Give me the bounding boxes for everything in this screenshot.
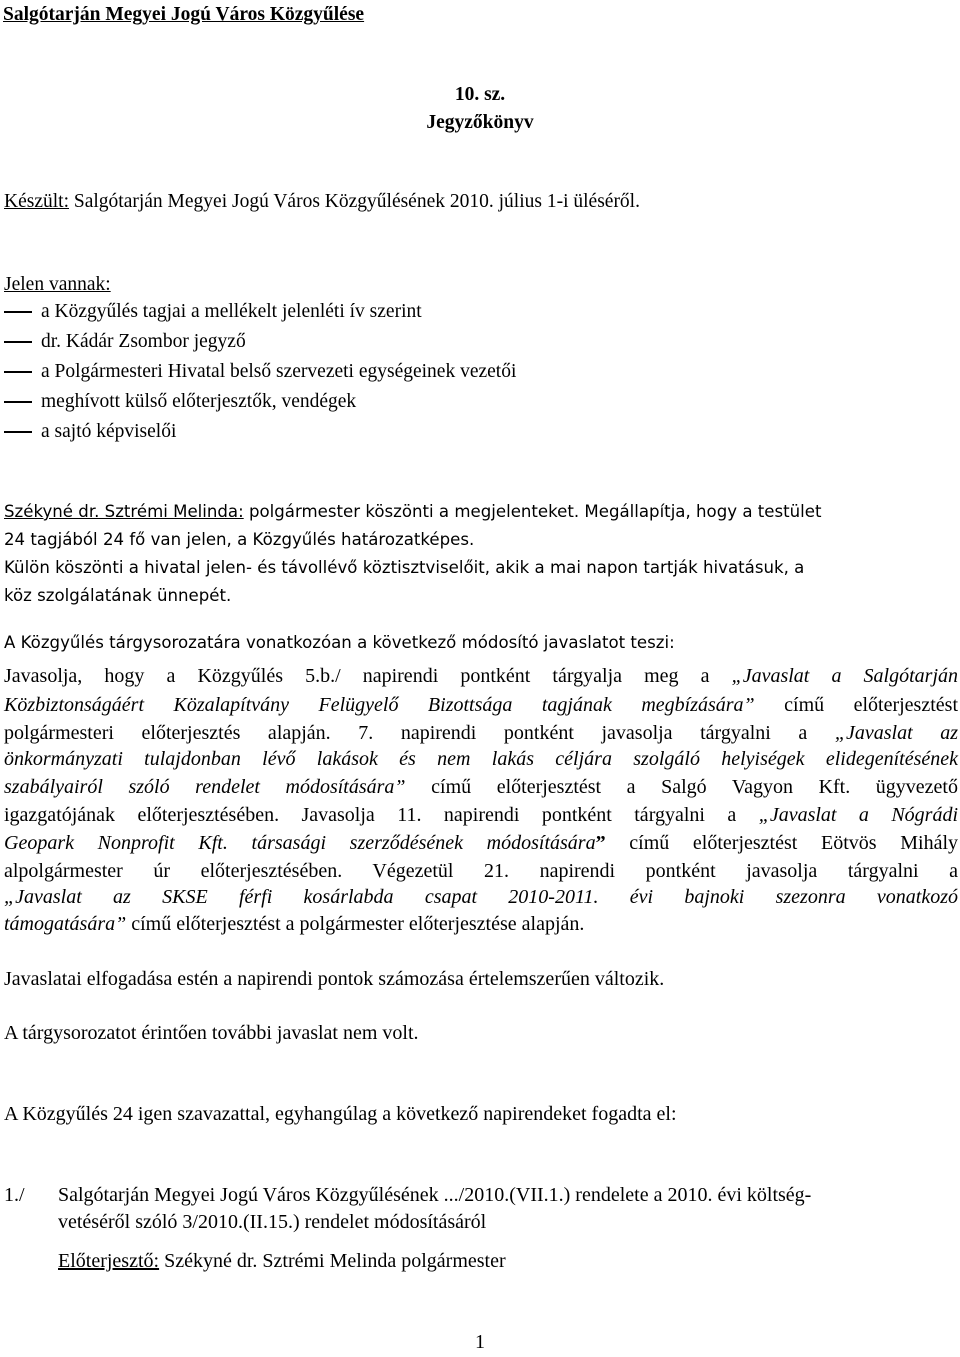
made-text: Salgótarján Megyei Jogú Város Közgyűlésének 2010. július 1-i üléséről. <box>68 191 640 212</box>
proposal-line: önkormányzati tulajdonban lévő lakások és nem lakás céljára szolgáló helyiségek elidegenítésének <box>4 748 958 770</box>
agenda-presenter: Előterjesztő: Székyné dr. Sztrémi Melinda polgármester <box>58 1250 506 1272</box>
proposal-line: Geopark Nonprofit Kft. társasági szerződésének módosítására” című előterjesztést Eötvös Mihály <box>4 832 959 854</box>
proposal-line: támogatására” című előterjesztést a polgármester előterjesztése alapján. <box>4 913 585 935</box>
proposal-line: „Javaslat az SKSE férfi kosárlabda csapat 2010-2011. évi bajnoki szezonra vonatkozó <box>4 886 958 908</box>
document-kind: Jegyzőkönyv <box>426 112 534 133</box>
proposal-line: Javasolja, hogy a Közgyűlés 5.b./ napirendi pontként tárgyalja meg a „Javaslat a Salgótarján <box>4 665 958 687</box>
agenda-title-line: Salgótarján Megyei Jogú Város Közgyűlésének .../2010.(VII.1.) rendelete a 2010. évi költség- <box>58 1184 812 1206</box>
made-label: Készült: <box>4 191 69 212</box>
proposal-line: alpolgármester úr előterjesztésében. Végezetül 21. napirendi pontként javasolja tárgyalni a <box>4 860 958 882</box>
list-item: dr. Kádár Zsombor jegyző <box>41 331 246 352</box>
greeting-line: Külön köszönti a hivatal jelen- és távollévő köztisztviselőit, akik a mai napon tartják hivatásuk, a <box>4 558 805 577</box>
presenter-label: Előterjesztő: <box>58 1250 160 1272</box>
proposal-line: szabályairól szóló rendelet módosítására” című előterjesztést a Salgó Vagyon Kft. ügyvezető <box>4 776 958 798</box>
greeting-line: 24 tagjából 24 fő van jelen, a Közgyűlés határozatképes. <box>4 530 475 549</box>
dash-icon <box>4 311 32 313</box>
dash-icon <box>4 341 32 343</box>
list-item: meghívott külső előterjesztők, vendégek <box>41 391 357 412</box>
list-item: a sajtó képviselői <box>41 421 177 442</box>
greeting-line: Székyné dr. Sztrémi Melinda: polgármester köszönti a megjelenteket. Megállapítja, hogy a testület <box>4 502 822 521</box>
dash-icon <box>4 401 32 403</box>
dash-icon <box>4 371 32 373</box>
dash-icon <box>4 431 32 433</box>
greeting-line: A Közgyűlés tárgysorozatára vonatkozóan a következő módosító javaslatot teszi: <box>4 633 675 652</box>
list-item: a Közgyűlés tagjai a mellékelt jelenléti ív szerint <box>41 301 422 322</box>
greeting-line: köz szolgálatának ünnepét. <box>4 586 232 605</box>
page-number: 1 <box>475 1331 485 1353</box>
paragraph: A Közgyűlés 24 igen szavazattal, egyhangúlag a következő napirendeket fogadta el: <box>4 1103 677 1125</box>
document-header: Salgótarján Megyei Jogú Város Közgyűlése <box>3 4 365 25</box>
document-number: 10. sz. <box>454 84 506 105</box>
proposal-line: Közbiztonságáért Közalapítvány Felügyelő Bizottsága tagjának megbízására” című előterjesztést <box>4 694 958 716</box>
paragraph: A tárgysorozatot érintően további javaslat nem volt. <box>4 1022 419 1044</box>
proposal-line: igazgatójának előterjesztésében. Javasolja 11. napirendi pontként tárgyalni a „Javaslat a Nógrádi <box>4 804 958 826</box>
made-line <box>4 187 640 216</box>
present-label: Jelen vannak: <box>4 274 111 295</box>
agenda-number: 1./ <box>4 1184 25 1206</box>
proposal-line: polgármesteri előterjesztés alapján. 7. napirendi pontként javasolja tárgyalni a „Javaslat az <box>4 722 959 744</box>
list-item: a Polgármesteri Hivatal belső szervezeti egységeinek vezetői <box>41 361 517 382</box>
paragraph: Javaslatai elfogadása estén a napirendi pontok számozása értelemszerűen változik. <box>4 968 665 990</box>
agenda-title-line: vetéséről szóló 3/2010.(II.15.) rendelet módosításáról <box>58 1211 487 1233</box>
speaker-name: Székyné dr. Sztrémi Melinda: <box>4 502 244 521</box>
